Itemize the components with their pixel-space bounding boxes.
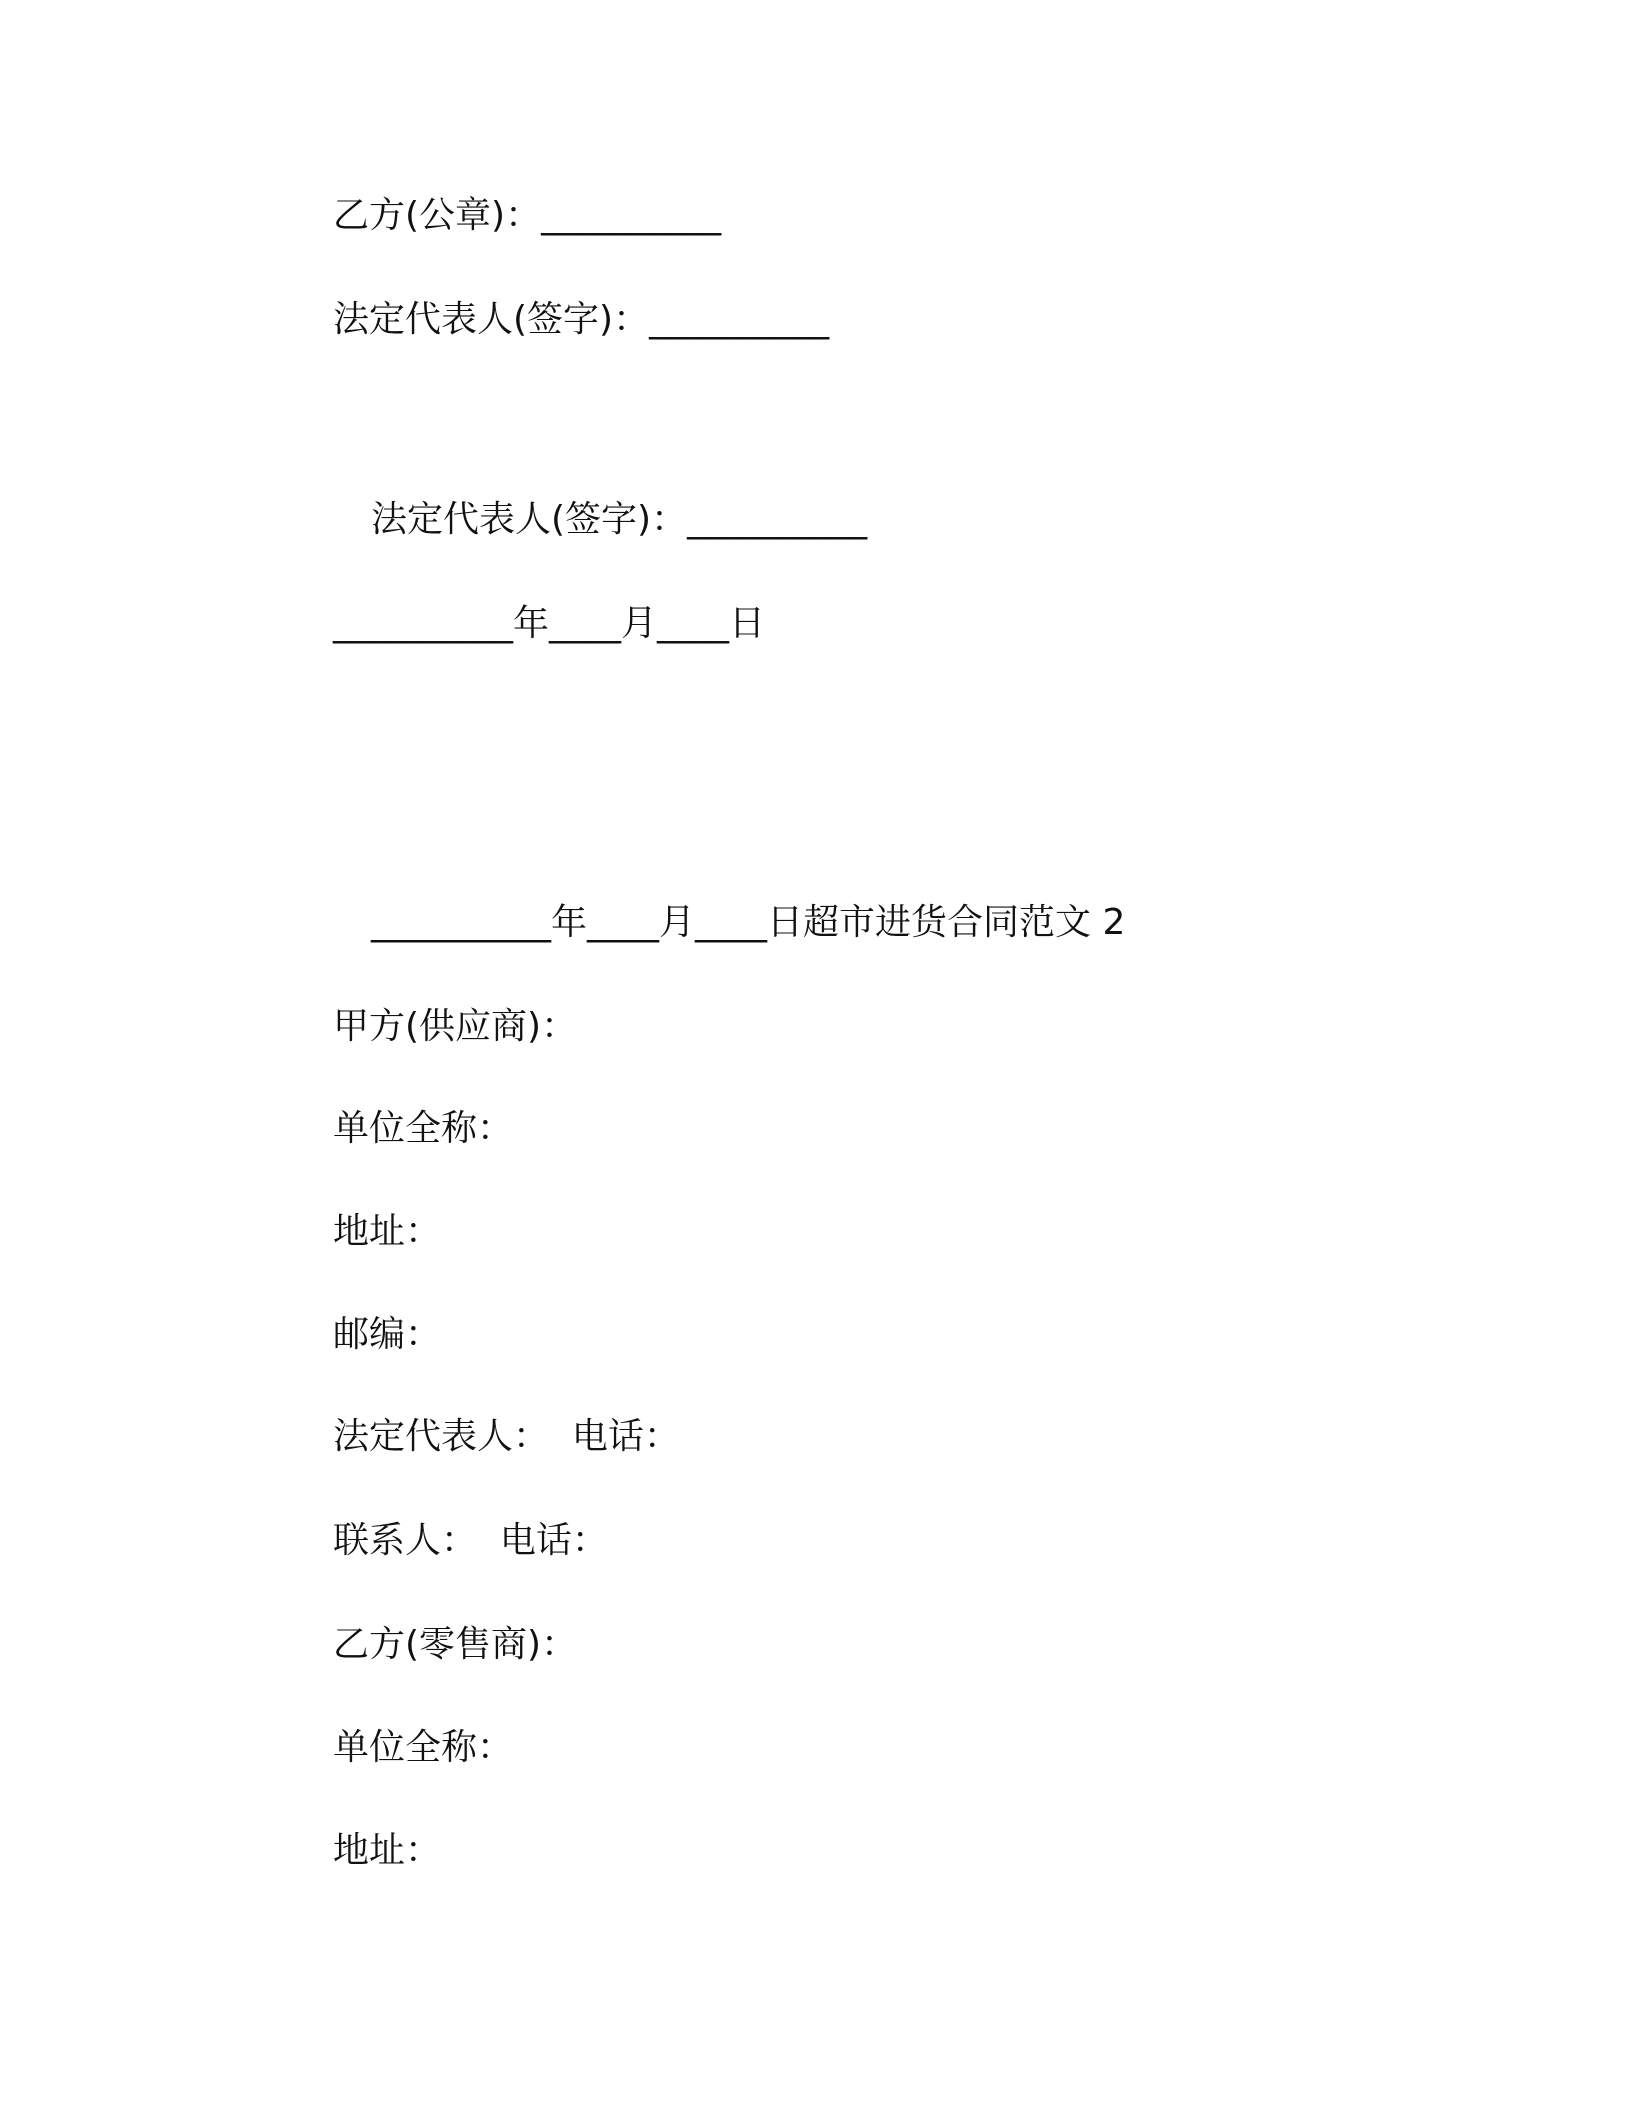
party-a-postcode-label: 邮编： — [333, 1314, 442, 1355]
party-b-address-label: 地址： — [333, 1830, 442, 1871]
party-a-full-name-label: 单位全称： — [333, 1108, 514, 1149]
party-a-legal-rep-phone: 法定代表人： 电话： — [333, 1416, 680, 1457]
party-b-seal-line: 乙方(公章)：__________ — [333, 195, 722, 236]
party-b-full-name-label: 单位全称： — [333, 1727, 514, 1768]
date-line: __________年____月____日 — [333, 603, 765, 644]
party-a-address-label: 地址： — [333, 1211, 442, 1252]
legal-rep-signature-line: 法定代表人(签字)：__________ — [333, 299, 830, 340]
legal-rep-signature-line-2: 法定代表人(签字)：__________ — [371, 499, 868, 540]
date-and-section-title: __________年____月____日超市进货合同范文 2 — [371, 902, 1126, 943]
party-b-retailer-label: 乙方(零售商)： — [333, 1624, 578, 1665]
party-a-supplier-label: 甲方(供应商)： — [333, 1006, 578, 1047]
party-a-contact-phone: 联系人： 电话： — [333, 1520, 608, 1561]
